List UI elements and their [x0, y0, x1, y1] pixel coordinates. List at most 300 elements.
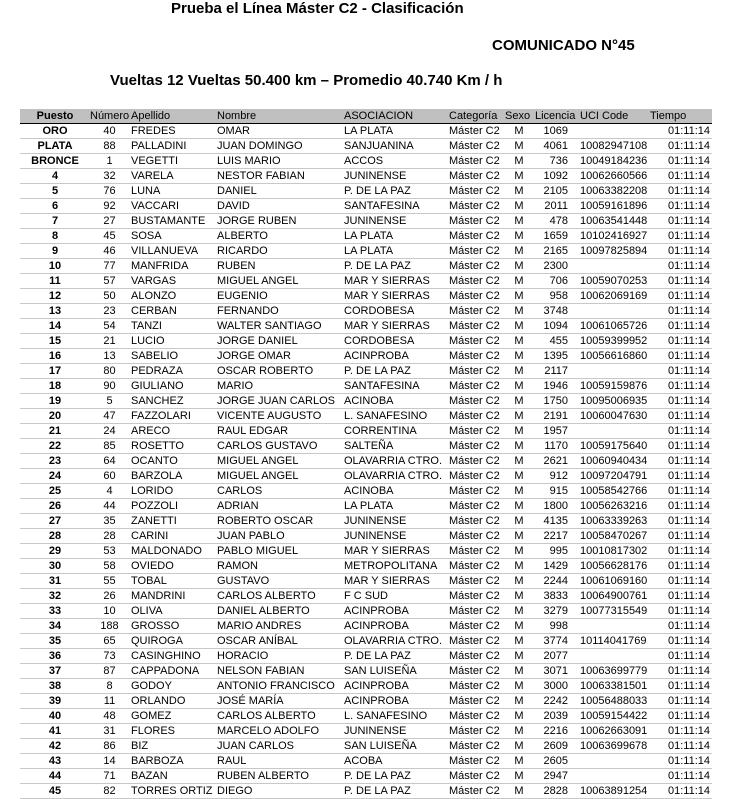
cell-numero: 1 [88, 154, 129, 169]
cell-apellido: BARZOLA [129, 469, 215, 484]
cell-licencia: 2165 [533, 244, 578, 259]
cell-nombre: HORACIO [215, 649, 342, 664]
cell-sexo: M [503, 154, 533, 169]
cell-apellido: GIULIANO [129, 379, 215, 394]
cell-numero: 50 [88, 289, 129, 304]
cell-tiempo: 01:11:14 [648, 304, 712, 319]
table-row [20, 289, 712, 304]
cell-apellido: LUCIO [129, 334, 215, 349]
race-summary: Vueltas 12 Vueltas 50.400 km – Promedio 40.740 Km / h [110, 72, 503, 89]
cell-asociacion: SAN LUISEÑA [342, 739, 447, 754]
cell-tiempo: 01:11:14 [648, 589, 712, 604]
cell-asociacion: OLAVARRIA CTRO. [342, 469, 447, 484]
cell-categoria: Máster C2 [447, 274, 503, 289]
cell-licencia: 2244 [533, 574, 578, 589]
document-title: Prueba el Línea Máster C2 - Clasificación [171, 0, 464, 17]
table-row [20, 514, 712, 529]
cell-apellido: SANCHEZ [129, 394, 215, 409]
cell-asociacion: LA PLATA [342, 499, 447, 514]
cell-uci-code: 10095006935 [580, 394, 648, 407]
cell-numero: 88 [88, 139, 129, 154]
cell-categoria: Máster C2 [447, 124, 503, 139]
cell-uci-code: 10010817302 [580, 544, 648, 557]
cell-uci-code: 10063541448 [580, 214, 648, 227]
cell-categoria: Máster C2 [447, 649, 503, 664]
cell-tiempo: 01:11:14 [648, 784, 712, 799]
cell-sexo: M [503, 544, 533, 559]
cell-apellido: GOMEZ [129, 709, 215, 724]
cell-sexo: M [503, 409, 533, 424]
col-licencia: Licencia [533, 109, 578, 124]
cell-nombre: JORGE OMAR [215, 349, 342, 364]
col-nombre: Nombre [215, 109, 342, 124]
cell-uci-code: 10059159876 [580, 379, 648, 392]
table-row [20, 394, 712, 409]
cell-categoria: Máster C2 [447, 214, 503, 229]
cell-puesto: 10 [20, 259, 88, 274]
cell-licencia: 3279 [533, 604, 578, 619]
cell-nombre: JUAN CARLOS [215, 739, 342, 754]
cell-licencia: 2105 [533, 184, 578, 199]
cell-uci-code [578, 649, 648, 664]
cell-tiempo: 01:11:14 [648, 229, 712, 244]
cell-licencia: 1957 [533, 424, 578, 439]
table-row [20, 664, 712, 679]
cell-licencia: 736 [533, 154, 578, 169]
table-row [20, 184, 712, 199]
cell-apellido: BIZ [129, 739, 215, 754]
table-row [20, 274, 712, 289]
cell-categoria: Máster C2 [447, 439, 503, 454]
cell-nombre: ANTONIO FRANCISCO [215, 679, 342, 694]
cell-apellido: OLIVA [129, 604, 215, 619]
cell-puesto: 34 [20, 619, 88, 634]
cell-nombre: RAUL [215, 754, 342, 769]
cell-licencia: 2191 [533, 409, 578, 424]
cell-nombre: JOSÉ MARÍA [215, 694, 342, 709]
cell-puesto: 31 [20, 574, 88, 589]
cell-puesto: 19 [20, 394, 88, 409]
cell-licencia: 1092 [533, 169, 578, 184]
cell-puesto: 36 [20, 649, 88, 664]
cell-uci-code: 10114041769 [580, 634, 647, 647]
cell-nombre: JORGE JUAN CARLOS [215, 394, 342, 409]
cell-asociacion: ACINPROBA [342, 679, 447, 694]
cell-sexo: M [503, 274, 533, 289]
cell-tiempo: 01:11:14 [648, 439, 712, 454]
comunicado-number: COMUNICADO N°45 [492, 37, 635, 54]
header-row [20, 109, 712, 124]
cell-sexo: M [503, 454, 533, 469]
cell-tiempo: 01:11:14 [648, 259, 712, 274]
col-tiempo: Tiempo [648, 109, 712, 124]
cell-uci-code [578, 304, 648, 319]
cell-apellido: OCANTO [129, 454, 215, 469]
cell-categoria: Máster C2 [447, 784, 503, 799]
cell-licencia: 3748 [533, 304, 578, 319]
cell-apellido: CERBAN [129, 304, 215, 319]
table-row [20, 304, 712, 319]
cell-categoria: Máster C2 [447, 409, 503, 424]
cell-nombre: JUAN PABLO [215, 529, 342, 544]
cell-numero: 32 [88, 169, 129, 184]
cell-uci-code: 10059175640 [580, 439, 648, 452]
cell-puesto: 14 [20, 319, 88, 334]
cell-sexo: M [503, 229, 533, 244]
cell-asociacion: ACCOS [342, 154, 447, 169]
cell-puesto: 13 [20, 304, 88, 319]
cell-numero: 76 [88, 184, 129, 199]
cell-licencia: 4135 [533, 514, 578, 529]
cell-tiempo: 01:11:14 [648, 409, 712, 424]
cell-numero: 28 [88, 529, 129, 544]
cell-sexo: M [503, 724, 533, 739]
cell-categoria: Máster C2 [447, 334, 503, 349]
cell-licencia: 2609 [533, 739, 578, 754]
cell-numero: 26 [88, 589, 129, 604]
cell-nombre: DIEGO [215, 784, 342, 799]
cell-uci-code [578, 364, 648, 379]
cell-puesto: BRONCE [20, 154, 88, 169]
cell-numero: 71 [88, 769, 129, 784]
cell-puesto: 40 [20, 709, 88, 724]
cell-categoria: Máster C2 [447, 514, 503, 529]
cell-apellido: BARBOZA [129, 754, 215, 769]
cell-categoria: Máster C2 [447, 484, 503, 499]
cell-tiempo: 01:11:14 [648, 169, 712, 184]
cell-apellido: FAZZOLARI [129, 409, 215, 424]
cell-nombre: MARIO ANDRES [215, 619, 342, 634]
cell-asociacion: L. SANAFESINO [342, 409, 447, 424]
cell-tiempo: 01:11:14 [648, 334, 712, 349]
cell-sexo: M [503, 304, 533, 319]
cell-nombre: RUBEN [215, 259, 342, 274]
cell-nombre: DANIEL ALBERTO [215, 604, 342, 619]
classification-table [20, 109, 712, 799]
cell-uci-code: 10063382208 [580, 184, 648, 197]
cell-apellido: LORIDO [129, 484, 215, 499]
cell-licencia: 1659 [533, 229, 578, 244]
cell-categoria: Máster C2 [447, 544, 503, 559]
cell-numero: 73 [88, 649, 129, 664]
cell-uci-code: 10102416927 [580, 229, 648, 242]
table-row [20, 409, 712, 424]
cell-apellido: VACCARI [129, 199, 215, 214]
cell-categoria: Máster C2 [447, 694, 503, 709]
cell-apellido: OVIEDO [129, 559, 215, 574]
cell-puesto: ORO [20, 124, 88, 139]
cell-nombre: OSCAR ROBERTO [215, 364, 342, 379]
table-row [20, 229, 712, 244]
cell-sexo: M [503, 484, 533, 499]
cell-tiempo: 01:11:14 [648, 484, 712, 499]
cell-uci-code: 10062069169 [580, 289, 648, 302]
cell-categoria: Máster C2 [447, 709, 503, 724]
cell-tiempo: 01:11:14 [648, 604, 712, 619]
table-row [20, 379, 712, 394]
cell-uci-code [578, 619, 648, 634]
table-row [20, 589, 712, 604]
cell-tiempo: 01:11:14 [648, 199, 712, 214]
cell-asociacion: ACINOBA [342, 394, 447, 409]
cell-licencia: 478 [533, 214, 578, 229]
cell-licencia: 1750 [533, 394, 578, 409]
cell-uci-code: 10059399952 [580, 334, 648, 347]
cell-numero: 82 [88, 784, 129, 799]
table-row [20, 739, 712, 754]
cell-sexo: M [503, 259, 533, 274]
cell-licencia: 2039 [533, 709, 578, 724]
table-row [20, 619, 712, 634]
table-row [20, 154, 712, 169]
cell-categoria: Máster C2 [447, 739, 503, 754]
cell-asociacion: CORDOBESA [342, 334, 447, 349]
cell-numero: 21 [88, 334, 129, 349]
cell-licencia: 958 [533, 289, 578, 304]
cell-asociacion: OLAVARRIA CTRO. [342, 634, 447, 649]
cell-tiempo: 01:11:14 [648, 154, 712, 169]
cell-uci-code: 10049184236 [580, 154, 648, 167]
cell-asociacion: JUNINENSE [342, 724, 447, 739]
cell-nombre: CARLOS ALBERTO [215, 709, 342, 724]
cell-tiempo: 01:11:14 [648, 694, 712, 709]
cell-asociacion: SALTEÑA [342, 439, 447, 454]
cell-sexo: M [503, 499, 533, 514]
cell-uci-code: 10056488033 [580, 694, 648, 707]
cell-licencia: 2242 [533, 694, 578, 709]
cell-categoria: Máster C2 [447, 604, 503, 619]
table-row [20, 319, 712, 334]
cell-apellido: FLORES [129, 724, 215, 739]
table-row [20, 169, 712, 184]
cell-puesto: 41 [20, 724, 88, 739]
cell-nombre: OSCAR ANÍBAL [215, 634, 342, 649]
cell-sexo: M [503, 124, 533, 139]
cell-tiempo: 01:11:14 [648, 139, 712, 154]
cell-uci-code: 10063699678 [580, 739, 648, 752]
cell-numero: 53 [88, 544, 129, 559]
cell-apellido: VARELA [129, 169, 215, 184]
cell-nombre: DAVID [215, 199, 342, 214]
cell-puesto: 45 [20, 784, 88, 799]
cell-uci-code: 10059161896 [580, 199, 648, 212]
cell-nombre: CARLOS GUSTAVO [215, 439, 342, 454]
cell-licencia: 1094 [533, 319, 578, 334]
cell-uci-code: 10082947108 [580, 139, 648, 152]
cell-puesto: 32 [20, 589, 88, 604]
cell-asociacion: P. DE LA PAZ [342, 259, 447, 274]
cell-sexo: M [503, 379, 533, 394]
cell-asociacion: JUNINENSE [342, 214, 447, 229]
table-row [20, 709, 712, 724]
cell-asociacion: SANTAFESINA [342, 199, 447, 214]
cell-uci-code: 10062660566 [580, 169, 648, 182]
cell-uci-code: 10059154422 [580, 709, 648, 722]
cell-numero: 4 [88, 484, 129, 499]
cell-numero: 80 [88, 364, 129, 379]
cell-licencia: 1069 [533, 124, 578, 139]
cell-categoria: Máster C2 [447, 139, 503, 154]
cell-categoria: Máster C2 [447, 679, 503, 694]
cell-categoria: Máster C2 [447, 229, 503, 244]
cell-apellido: CASINGHINO [129, 649, 215, 664]
cell-puesto: 11 [20, 274, 88, 289]
cell-nombre: LUIS MARIO [215, 154, 342, 169]
cell-tiempo: 01:11:14 [648, 739, 712, 754]
table-row [20, 604, 712, 619]
cell-asociacion: P. DE LA PAZ [342, 769, 447, 784]
cell-asociacion: F C SUD [342, 589, 447, 604]
cell-asociacion: P. DE LA PAZ [342, 784, 447, 799]
cell-tiempo: 01:11:14 [648, 574, 712, 589]
cell-apellido: CAPPADONA [129, 664, 215, 679]
cell-asociacion: ACINPROBA [342, 619, 447, 634]
cell-licencia: 912 [533, 469, 578, 484]
cell-asociacion: ACINOBA [342, 484, 447, 499]
cell-categoria: Máster C2 [447, 664, 503, 679]
cell-sexo: M [503, 244, 533, 259]
cell-tiempo: 01:11:14 [648, 124, 712, 139]
table-row [20, 544, 712, 559]
cell-puesto: 24 [20, 469, 88, 484]
cell-asociacion: MAR Y SIERRAS [342, 274, 447, 289]
cell-categoria: Máster C2 [447, 469, 503, 484]
cell-asociacion: ACOBA [342, 754, 447, 769]
cell-tiempo: 01:11:14 [648, 454, 712, 469]
cell-apellido: ARECO [129, 424, 215, 439]
cell-numero: 13 [88, 349, 129, 364]
table-row [20, 364, 712, 379]
cell-licencia: 2300 [533, 259, 578, 274]
cell-licencia: 2077 [533, 649, 578, 664]
cell-sexo: M [503, 289, 533, 304]
cell-licencia: 1800 [533, 499, 578, 514]
cell-apellido: BAZAN [129, 769, 215, 784]
cell-nombre: MARCELO ADOLFO [215, 724, 342, 739]
cell-asociacion: JUNINENSE [342, 169, 447, 184]
cell-numero: 10 [88, 604, 129, 619]
cell-categoria: Máster C2 [447, 634, 503, 649]
table-row [20, 334, 712, 349]
table-row [20, 724, 712, 739]
cell-nombre: VICENTE AUGUSTO [215, 409, 342, 424]
cell-sexo: M [503, 694, 533, 709]
cell-uci-code: 10063699779 [580, 664, 648, 677]
table-row [20, 259, 712, 274]
cell-asociacion: JUNINENSE [342, 529, 447, 544]
cell-categoria: Máster C2 [447, 424, 503, 439]
cell-tiempo: 01:11:14 [648, 634, 712, 649]
cell-numero: 48 [88, 709, 129, 724]
cell-puesto: 25 [20, 484, 88, 499]
cell-numero: 24 [88, 424, 129, 439]
cell-nombre: WALTER SANTIAGO [215, 319, 342, 334]
col-uci-code: UCI Code [578, 109, 648, 124]
cell-numero: 47 [88, 409, 129, 424]
cell-sexo: M [503, 574, 533, 589]
cell-sexo: M [503, 469, 533, 484]
cell-puesto: 22 [20, 439, 88, 454]
cell-nombre: RICARDO [215, 244, 342, 259]
cell-sexo: M [503, 394, 533, 409]
cell-numero: 92 [88, 199, 129, 214]
table-row [20, 784, 712, 799]
cell-categoria: Máster C2 [447, 169, 503, 184]
table-header [20, 109, 712, 124]
table-row [20, 559, 712, 574]
cell-apellido: GODOY [129, 679, 215, 694]
cell-sexo: M [503, 634, 533, 649]
cell-tiempo: 01:11:14 [648, 664, 712, 679]
cell-categoria: Máster C2 [447, 769, 503, 784]
cell-categoria: Máster C2 [447, 394, 503, 409]
cell-puesto: 4 [20, 169, 88, 184]
cell-sexo: M [503, 709, 533, 724]
cell-nombre: DANIEL [215, 184, 342, 199]
table-row [20, 349, 712, 364]
cell-apellido: MANDRINI [129, 589, 215, 604]
cell-uci-code [578, 424, 648, 439]
cell-numero: 87 [88, 664, 129, 679]
cell-numero: 77 [88, 259, 129, 274]
cell-tiempo: 01:11:14 [648, 364, 712, 379]
cell-uci-code: 10064900761 [580, 589, 648, 602]
table-row [20, 469, 712, 484]
cell-numero: 31 [88, 724, 129, 739]
cell-tiempo: 01:11:14 [648, 649, 712, 664]
cell-sexo: M [503, 739, 533, 754]
cell-numero: 8 [88, 679, 129, 694]
cell-licencia: 2828 [533, 784, 578, 799]
cell-numero: 11 [88, 694, 129, 709]
cell-asociacion: MAR Y SIERRAS [342, 574, 447, 589]
cell-puesto: 26 [20, 499, 88, 514]
cell-puesto: 9 [20, 244, 88, 259]
cell-tiempo: 01:11:14 [648, 394, 712, 409]
cell-nombre: MARIO [215, 379, 342, 394]
cell-uci-code: 10058542766 [580, 484, 648, 497]
col-sexo: Sexo [503, 109, 533, 124]
table-row [20, 529, 712, 544]
col-apellido: Apellido [129, 109, 215, 124]
cell-licencia: 998 [533, 619, 578, 634]
cell-numero: 40 [88, 124, 129, 139]
cell-numero: 46 [88, 244, 129, 259]
cell-numero: 54 [88, 319, 129, 334]
cell-licencia: 915 [533, 484, 578, 499]
cell-uci-code: 10060047630 [580, 409, 648, 422]
cell-apellido: POZZOLI [129, 499, 215, 514]
cell-puesto: 23 [20, 454, 88, 469]
cell-puesto: 37 [20, 664, 88, 679]
cell-uci-code: 10062663091 [580, 724, 648, 737]
cell-numero: 27 [88, 214, 129, 229]
cell-puesto: 21 [20, 424, 88, 439]
cell-nombre: EUGENIO [215, 289, 342, 304]
cell-sexo: M [503, 769, 533, 784]
cell-nombre: OMAR [215, 124, 342, 139]
cell-categoria: Máster C2 [447, 304, 503, 319]
cell-licencia: 3833 [533, 589, 578, 604]
cell-uci-code: 10063381501 [580, 679, 648, 692]
cell-sexo: M [503, 664, 533, 679]
cell-licencia: 2947 [533, 769, 578, 784]
cell-asociacion: MAR Y SIERRAS [342, 544, 447, 559]
cell-puesto: 17 [20, 364, 88, 379]
cell-categoria: Máster C2 [447, 184, 503, 199]
cell-asociacion: CORRENTINA [342, 424, 447, 439]
col-puesto: Puesto [20, 109, 88, 124]
